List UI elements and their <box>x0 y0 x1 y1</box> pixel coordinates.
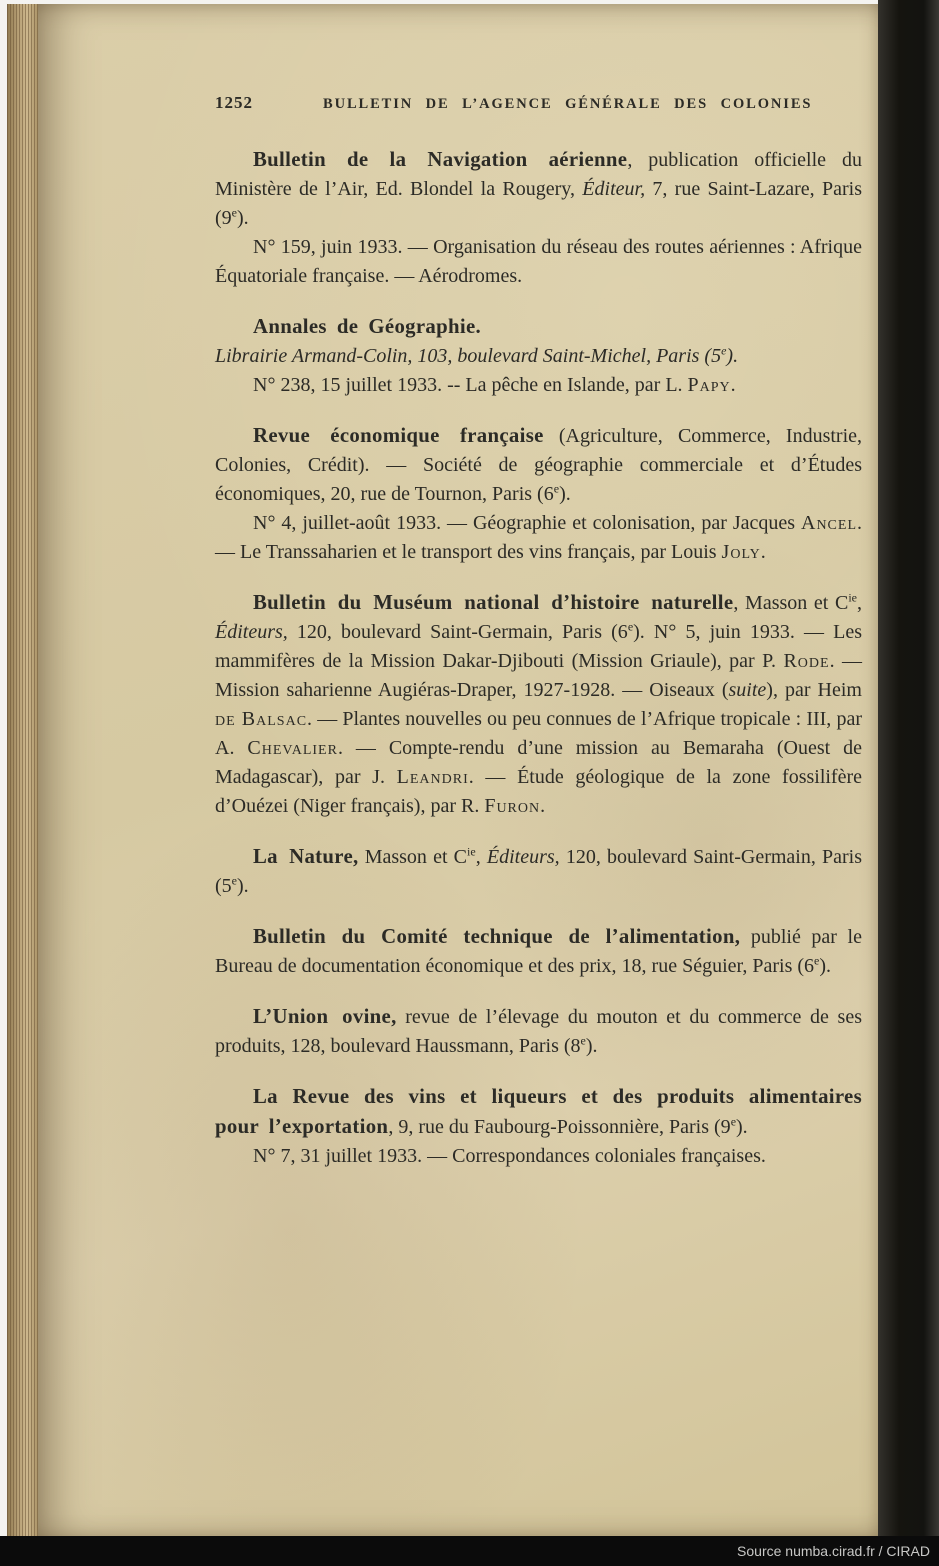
entry-revue-economique-francaise: Revue économique française (Agriculture, Commerce, Industrie, Colonies, Crédit). — Société de géographie commerciale et d’Études économiques, 20, rue de Tournon, Paris (6e). <box>215 424 863 505</box>
entry-annales-geographie-title: Annales de Géographie. <box>253 315 482 338</box>
entry-bulletin-comite-alimentation: Bulletin du Comité technique de l’alimentation, publié par le Bureau de documentation économique et des prix, 18, rue Séguier, Paris (6e). <box>215 925 862 977</box>
entry-bulletin-navigation-aerienne: Bulletin de la Navigation aérienne, publication officielle du Ministère de l’Air, Ed. Blondel la Rougery, Éditeur, 7, rue Saint-Lazare, Paris (9e). <box>215 148 863 229</box>
annales-publisher-line: Librairie Armand-Colin, 103, boulevard Saint-Michel, Paris (5e). <box>215 343 739 367</box>
running-title: BULLETIN DE L’AGENCE GÉNÉRALE DES COLONIES <box>323 96 813 112</box>
source-attribution-text: Source numba.cirad.fr / CIRAD <box>737 1543 930 1559</box>
book-cover-right <box>878 0 939 1566</box>
revue-vins-no7: N° 7, 31 juillet 1933. — Correspondances coloniales françaises. <box>253 1145 766 1167</box>
page-body <box>38 4 878 1536</box>
page-header <box>215 88 862 119</box>
page-text <box>215 145 862 1171</box>
entry-la-nature: La Nature, Masson et $C^{ie}$, Éditeurs, 120, boulevard Saint-Germain, Paris (5e). <box>215 844 863 897</box>
entry-bulletin-museum: Bulletin du Muséum national d’histoire naturelle, Masson et $C^{ie}$, Éditeurs, 120, boulevard Saint-Germain, Paris (6e). N° 5, juin 1933. — Les mammifères de la Mission Dakar-Djibouti (Mission Griaule), par P. Rode. — Mission saharienne Augiéras-Draper, 1927-1928. — Oiseaux (suite), par Heim de Balsac. — Plantes nouvelles ou peu connues de l’Afrique tropicale : III, par A. Chevalier. — Compte-rendu d’une mission au Bemaraha (Ouest de Madagascar), par J. Leandri. — Étude géologique de la zone fossilifère d’Ouézei (Niger français), par R. Furon. <box>215 590 863 817</box>
book-page-edges <box>7 4 38 1536</box>
paper-page <box>38 4 878 1536</box>
entry-navigation-no159: N° 159, juin 1933. — Organisation du réseau des routes aériennes : Afrique Équatoriale française. — Aérodromes. <box>215 236 862 287</box>
page-number: 1252 <box>215 93 253 112</box>
annales-no238: N° 238, 15 juillet 1933. -- La pêche en Islande, par L. Papy. <box>253 374 736 396</box>
source-attribution-bar <box>0 1536 939 1566</box>
entry-union-ovine: L’Union ovine, revue de l’élevage du mouton et du commerce de ses produits, 128, boulevard Haussmann, Paris (8e). <box>215 1005 862 1057</box>
revue-economique-no4: N° 4, juillet-août 1933. — Géographie et colonisation, par Jacques Ancel. — Le Transsaharien et le transport des vins français, par Louis Joly. <box>215 512 862 563</box>
entry-revue-vins-liqueurs: La Revue des vins et liqueurs et des produits alimentaires pour l’exportation, 9, rue du Faubourg-Poissonnière, Paris (9e). <box>215 1085 862 1138</box>
